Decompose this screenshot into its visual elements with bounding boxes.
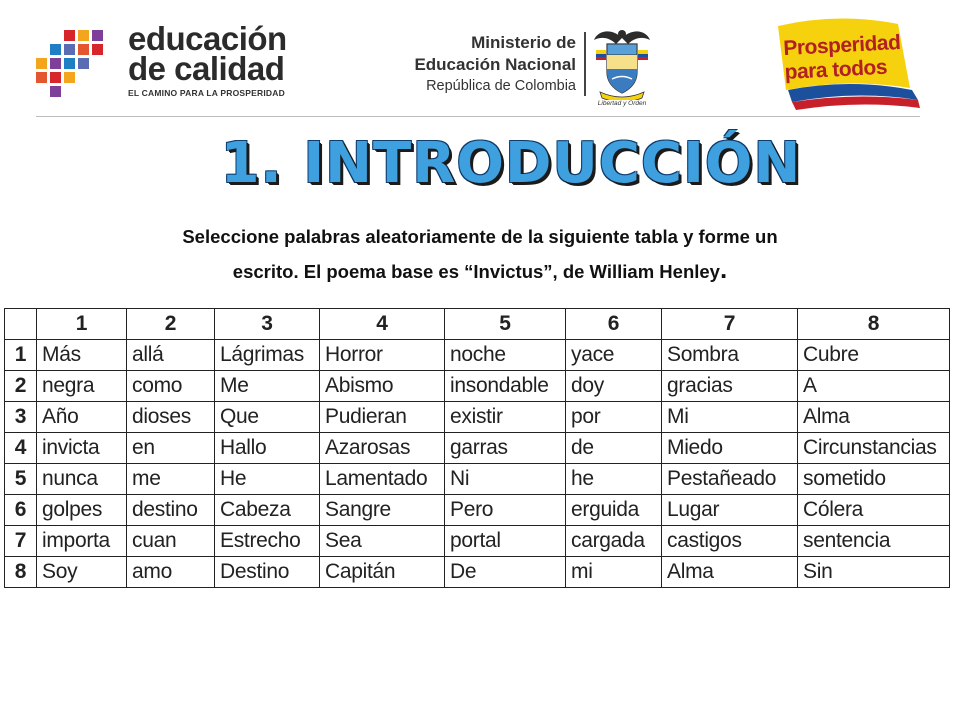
word-cell: Alma (662, 557, 798, 588)
word-cell: cuan (127, 526, 215, 557)
ministry-motto: Libertad y Orden (597, 100, 647, 107)
word-cell: por (566, 402, 662, 433)
word-cell: sometido (798, 464, 950, 495)
table-row (5, 371, 950, 402)
table-row (5, 495, 950, 526)
table-header-row (5, 309, 950, 340)
page-header (0, 0, 960, 118)
table-row (5, 464, 950, 495)
row-number: 3 (5, 402, 37, 433)
word-cell: golpes (37, 495, 127, 526)
table-row (5, 526, 950, 557)
word-cell: Lágrimas (215, 340, 320, 371)
word-cell: Capitán (320, 557, 445, 588)
logo-cube (78, 58, 89, 69)
word-cell: doy (566, 371, 662, 402)
logo-cube (78, 44, 89, 55)
word-cell: He (215, 464, 320, 495)
row-number: 6 (5, 495, 37, 526)
word-cell: de (566, 433, 662, 464)
logo-cube (36, 58, 47, 69)
logo-cube (64, 30, 75, 41)
ministry-line3: República de Colombia (426, 78, 576, 94)
word-cell: castigos (662, 526, 798, 557)
word-cell: insondable (445, 371, 566, 402)
coat-of-arms-icon (590, 24, 654, 100)
word-cell: Azarosas (320, 433, 445, 464)
ministry-line2: Educación Nacional (414, 55, 576, 74)
word-cell: en (127, 433, 215, 464)
column-header: 4 (320, 309, 445, 340)
word-cell: destino (127, 495, 215, 526)
word-cell: Mi (662, 402, 798, 433)
table-row (5, 433, 950, 464)
row-number: 2 (5, 371, 37, 402)
word-cell: noche (445, 340, 566, 371)
prosperidad-para-todos-logo (778, 18, 928, 110)
logo-cube (36, 72, 47, 83)
word-cell: Año (37, 402, 127, 433)
ministerio-educacion-logo (388, 24, 658, 114)
word-cell: Que (215, 402, 320, 433)
word-cell: gracias (662, 371, 798, 402)
word-cell: allá (127, 340, 215, 371)
word-cell: invicta (37, 433, 127, 464)
logo-cube (50, 72, 61, 83)
word-cell: Cólera (798, 495, 950, 526)
word-cell: Destino (215, 557, 320, 588)
word-cell: he (566, 464, 662, 495)
word-cell: Alma (798, 402, 950, 433)
logo-cube (92, 44, 103, 55)
word-cell: Sangre (320, 495, 445, 526)
word-cell: garras (445, 433, 566, 464)
educacion-de-calidad-logo (34, 22, 304, 100)
word-cell: portal (445, 526, 566, 557)
word-cell: como (127, 371, 215, 402)
word-cell: yace (566, 340, 662, 371)
logo-cube (64, 72, 75, 83)
word-cell: Sombra (662, 340, 798, 371)
word-cell: Soy (37, 557, 127, 588)
logo-cube (64, 58, 75, 69)
word-cell: mi (566, 557, 662, 588)
word-cell: Lugar (662, 495, 798, 526)
instructions-text (80, 221, 880, 288)
instructions-line2-end: . (719, 254, 728, 284)
column-header: 1 (37, 309, 127, 340)
word-cell: Pero (445, 495, 566, 526)
prosperity-line2: para todos (784, 55, 888, 85)
word-table (4, 308, 950, 588)
logo-divider (584, 32, 586, 96)
word-cell: amo (127, 557, 215, 588)
header-divider (36, 116, 920, 117)
row-number: 5 (5, 464, 37, 495)
slide-title: 1. INTRODUCCIÓN (220, 131, 802, 196)
word-cell: Sin (798, 557, 950, 588)
column-header: 8 (798, 309, 950, 340)
word-cell: erguida (566, 495, 662, 526)
word-cell: Circunstancias (798, 433, 950, 464)
logo-cube (92, 30, 103, 41)
table-row (5, 557, 950, 588)
word-cell: Abismo (320, 371, 445, 402)
word-cell: Cabeza (215, 495, 320, 526)
table-row (5, 340, 950, 371)
colored-cubes-icon (34, 28, 120, 98)
prosperity-line1: Prosperidad (782, 30, 901, 61)
word-cell: sentencia (798, 526, 950, 557)
instructions-line2: escrito. El poema base es “Invictus”, de William Henley (232, 261, 720, 282)
row-number: 7 (5, 526, 37, 557)
word-cell: dioses (127, 402, 215, 433)
column-header: 7 (662, 309, 798, 340)
word-cell: Lamentado (320, 464, 445, 495)
word-cell: De (445, 557, 566, 588)
word-cell: Me (215, 371, 320, 402)
column-header: 3 (215, 309, 320, 340)
word-cell: Estrecho (215, 526, 320, 557)
logo-cube (50, 44, 61, 55)
word-cell: importa (37, 526, 127, 557)
word-cell: Horror (320, 340, 445, 371)
edu-logo-line2: de calidad (128, 50, 285, 87)
word-cell: Sea (320, 526, 445, 557)
row-number: 8 (5, 557, 37, 588)
word-cell: Hallo (215, 433, 320, 464)
word-cell: Pestañeado (662, 464, 798, 495)
logo-cube (78, 30, 89, 41)
ministry-line1: Ministerio de (471, 33, 576, 52)
edu-logo-tagline: EL CAMINO PARA LA PROSPERIDAD (128, 88, 285, 98)
word-cell: negra (37, 371, 127, 402)
row-number: 1 (5, 340, 37, 371)
word-cell: Miedo (662, 433, 798, 464)
table-corner-cell (5, 309, 37, 340)
logo-cube (50, 58, 61, 69)
logo-cube (50, 86, 61, 97)
word-cell: existir (445, 402, 566, 433)
edu-logo-line1: educación (128, 20, 287, 57)
word-cell: cargada (566, 526, 662, 557)
word-cell: nunca (37, 464, 127, 495)
word-cell: Pudieran (320, 402, 445, 433)
row-number: 4 (5, 433, 37, 464)
word-cell: A (798, 371, 950, 402)
colombia-coat-of-arms (590, 24, 654, 114)
word-cell: Cubre (798, 340, 950, 371)
word-cell: Más (37, 340, 127, 371)
word-table-container (4, 308, 950, 588)
word-cell: Ni (445, 464, 566, 495)
column-header: 5 (445, 309, 566, 340)
column-header: 2 (127, 309, 215, 340)
instructions-line1: Seleccione palabras aleatoriamente de la siguiente tabla y forme un (182, 226, 778, 247)
word-cell: me (127, 464, 215, 495)
logo-cube (64, 44, 75, 55)
table-row (5, 402, 950, 433)
column-header: 6 (566, 309, 662, 340)
